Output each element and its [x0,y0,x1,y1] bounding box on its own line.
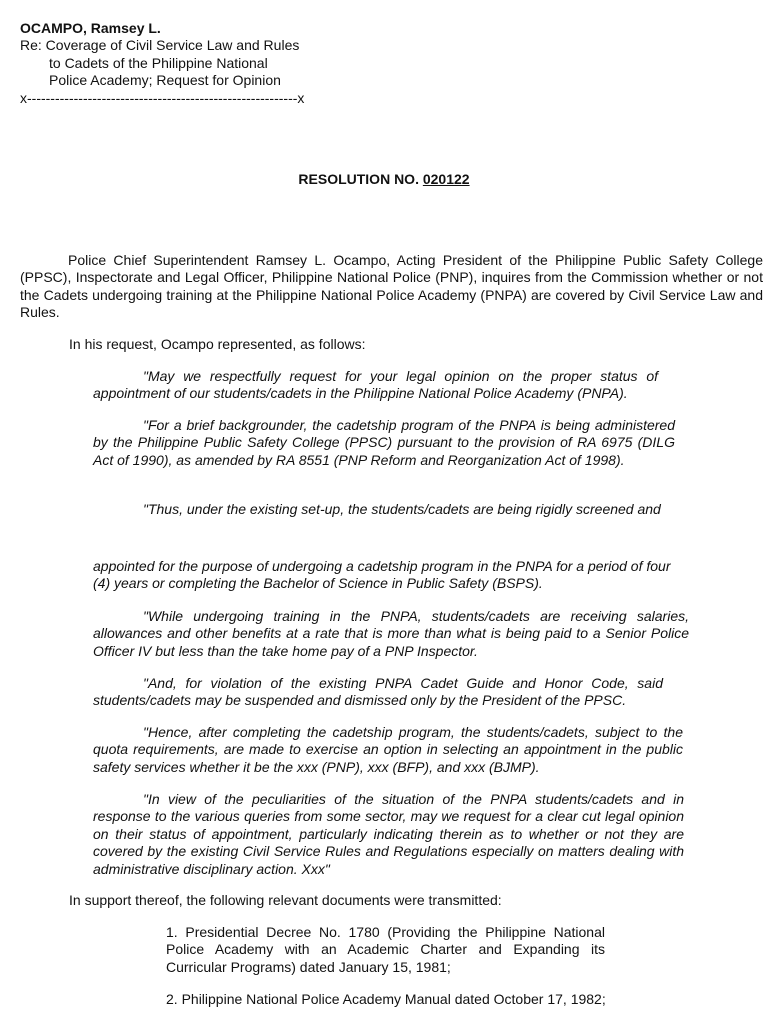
quote-paragraph-3-start: "Thus, under the existing set-up, the students/cadets are being rigidly screened and [143,501,661,517]
quote-paragraph-1: "May we respectfully request for your legal opinion on the proper status of appointment of our students/cadets in the Philippine National Police Academy (PNPA). [93,368,658,402]
party-name: OCAMPO, Ramsey L. [20,20,161,36]
support-lead: In support thereof, the following relevant documents were transmitted: [69,892,502,908]
quote-paragraph-5: "And, for violation of the existing PNPA Cadet Guide and Honor Code, said students/cadets may be suspended and dismissed only by the President of the PPSC. [93,675,663,709]
quote-paragraph-3-continued: appointed for the purpose of undergoing a cadetship program in the PNPA for a period of four (4) years or completing the Bachelor of Science in Public Safety (BSPS). [93,558,671,592]
document-item-1: 1. Presidential Decree No. 1780 (Providing the Philippine National Police Academy with an Academic Charter and Expanding its Curricular Programs) dated January 15, 1981; [166,924,605,975]
quote-paragraph-4: "While undergoing training in the PNPA, students/cadets are receiving salaries, allowances and other benefits at a rate that is more than what is being paid to a Senior Police Officer IV but less than the take home pay of a PNP Inspector. [93,608,689,659]
document-item-2: 2. Philippine National Police Academy Manual dated October 17, 1982; [166,991,606,1007]
quote-paragraph-7: "In view of the peculiarities of the situation of the PNPA students/cadets and in response to the various queries from some sector, may we request for a clear cut legal opinion on their status of appointment, particularly indicating therein as to whether or not they are covered by the existing Civil Service Rules and Regulations especially on matters dealing with administrative disciplinary action. Xxx" [93,791,684,877]
intro-paragraph: Police Chief Superintendent Ramsey L. Ocampo, Acting President of the Philippine Public Safety College (PPSC), Inspectorate and Legal Officer, Philippine National Police (PNP), inquires from the Commission whether or not the Cadets undergoing training at the Philippine National Police Academy (PNPA) are covered by Civil Service Law and Rules. [20,252,763,321]
resolution-title [0,171,768,188]
re-line-1: Re: Coverage of Civil Service Law and Rules [20,37,300,53]
re-line-3: Police Academy; Request for Opinion [49,72,281,88]
re-line-2: to Cadets of the Philippine National [49,55,268,71]
quote-paragraph-2: "For a brief backgrounder, the cadetship program of the PNPA is being administered by the Philippine Public Safety College (PPSC) pursuant to the provision of RA 6975 (DILG Act of 1990), as amended by RA 8551 (PNP Reform and Reorganization Act of 1998). [93,417,675,468]
request-lead: In his request, Ocampo represented, as follows: [69,336,366,352]
quote-paragraph-6: "Hence, after completing the cadetship program, the students/cadets, subject to the quota requirements, are made to exercise an option in selecting an appointment in the public safety services whether it be the xxx (PNP), xxx (BFP), and xxx (BJMP). [93,724,683,775]
resolution-number: 020122 [422,171,470,187]
header-separator: x----------------------------------------------------------x [20,90,305,106]
resolution-label: RESOLUTION NO. [298,171,423,187]
